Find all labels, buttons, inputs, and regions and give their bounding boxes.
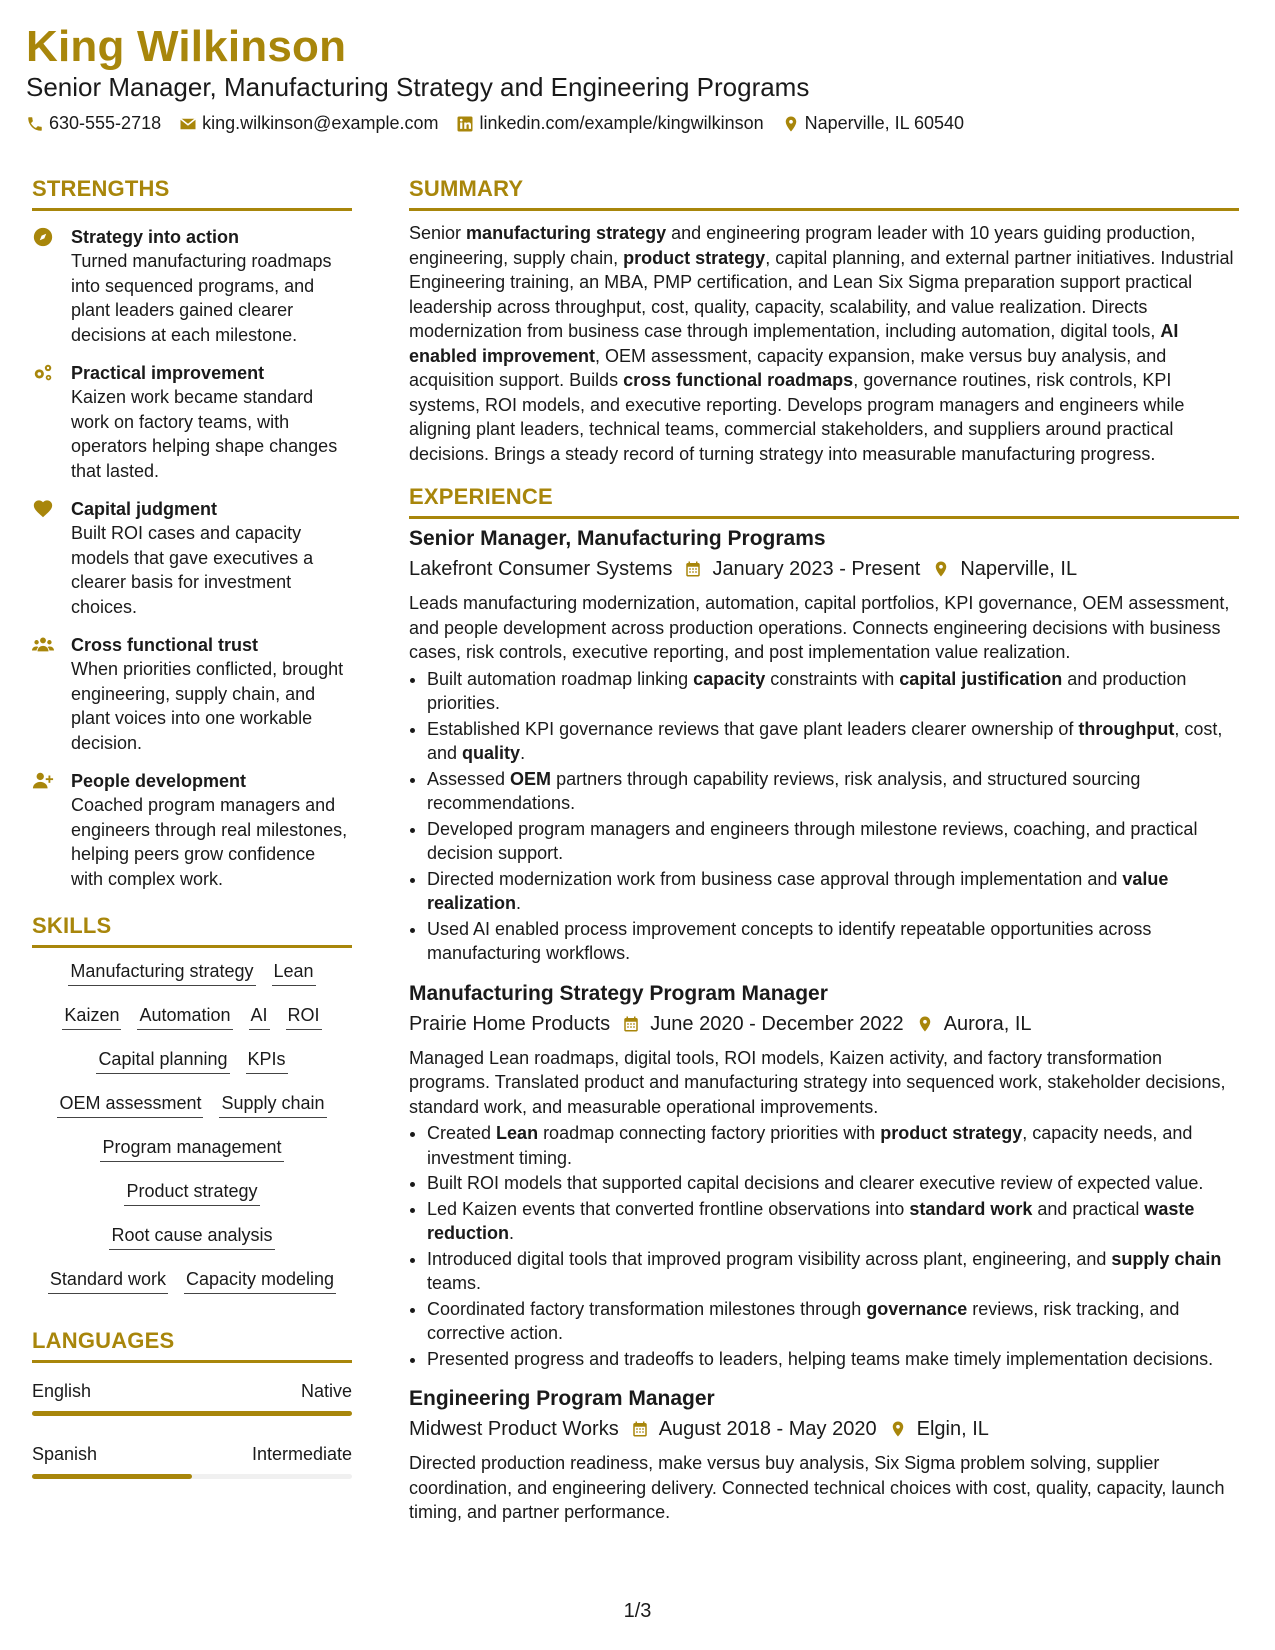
skills-row [32, 1224, 352, 1250]
job-company: Midwest Product Works [409, 1418, 619, 1440]
job-bullets [409, 667, 1239, 966]
contact-bar [26, 113, 982, 134]
strength-title: Practical improvement [71, 363, 265, 383]
job-location: Aurora, IL [943, 1012, 1032, 1035]
strengths-heading: STRENGTHS [32, 176, 352, 211]
skill-tag: OEM assessment [57, 1092, 203, 1118]
job-dates: June 2020 - December 2022 [650, 1012, 904, 1035]
skill-tag: Program management [100, 1136, 283, 1162]
skills-row [32, 1048, 352, 1074]
job-location: Naperville, IL [960, 558, 1078, 580]
skill-tag: Capital planning [96, 1048, 229, 1074]
job-bullet: • Established KPI governance reviews that gave plant leaders clearer ownership of throughput, cost, and quality. [427, 717, 1239, 766]
skill-tag: Supply chain [219, 1092, 326, 1118]
job-meta [409, 556, 1239, 582]
skills-row [32, 1092, 352, 1118]
skill-tag: Kaizen [62, 1004, 121, 1030]
strength-title: Strategy into action [71, 227, 240, 247]
job-meta [409, 1011, 1239, 1037]
left-column [32, 176, 352, 1479]
skill-tag: Automation [137, 1004, 232, 1030]
phone-icon [26, 115, 44, 133]
job-bullet: • Led Kaizen events that converted frontline observations into standard work and practical waste reduction. [427, 1197, 1239, 1246]
job-bullet: • Created Lean roadmap connecting factory priorities with product strategy, capacity needs, and investment timing. [427, 1121, 1239, 1170]
job-bullets [409, 1121, 1239, 1371]
language-item [32, 1381, 352, 1416]
skill-tag: Manufacturing strategy [68, 960, 255, 986]
job-company: Prairie Home Products [409, 1012, 611, 1035]
contact-location [782, 113, 964, 134]
envelope-icon [179, 115, 197, 133]
map-pin-icon [916, 1015, 934, 1033]
job-bullet: • Assessed OEM partners through capability reviews, risk analysis, and structured sourcing recommendations. [427, 767, 1239, 816]
language-level: Native [300, 1381, 352, 1401]
summary-text: Senior manufacturing strategy and engineering program leader with 10 years guiding production, engineering, supply chain, product strategy, capital planning, and external partner initiatives. Industrial Engineering training, an MBA, PMP certification, and Lean Six Sigma preparation support practical leadership across throughput, cost, quality, capacity, scalability, and value realization. Directs modernization from business case through implementation, including automation, digital tools, AI enabled improvement, OEM assessment, capacity expansion, make versus buy analysis, and acquisition support. Builds cross functional roadmaps, governance routines, risk controls, KPI systems, ROI models, and executive reporting. Develops program managers and engineers while aligning plant leaders, technical teams, commercial stakeholders, and suppliers around practical decisions. Brings a steady record of turning strategy into measurable manufacturing progress. [409, 223, 1234, 464]
job-bullet: • Coordinated factory transformation milestones through governance reviews, risk tracking, and corrective action. [427, 1297, 1239, 1346]
skills-list [32, 960, 352, 1294]
contact-email[interactable] [179, 113, 438, 134]
skills-row [32, 1004, 352, 1030]
job-bullet: • Built automation roadmap linking capacity constraints with capital justification and production priorities. [427, 667, 1239, 716]
job-bullet: • Used AI enabled process improvement concepts to identify repeatable opportunities across manufacturing workflows. [427, 917, 1239, 966]
location-text: Naperville, IL 60540 [804, 113, 965, 133]
job-bullet: • Directed modernization work from business case approval through implementation and value realization. [427, 867, 1239, 916]
users-icon [32, 634, 54, 656]
job-bullet: • Presented progress and tradeoffs to leaders, helping teams make timely implementation decisions. [427, 1347, 1239, 1372]
language-level: Intermediate [251, 1444, 352, 1464]
strength-title: Capital judgment [71, 499, 218, 519]
job-bullet: • Introduced digital tools that improved program visibility across plant, engineering, and supply chain teams. [427, 1247, 1239, 1296]
experience-list [409, 525, 1239, 1525]
job-dates: August 2018 - May 2020 [658, 1418, 877, 1440]
skills-row [32, 1180, 352, 1206]
skills-heading: SKILLS [32, 913, 352, 948]
candidate-name: King Wilkinson [26, 22, 347, 71]
job-description: Directed production readiness, make versus buy analysis, Six Sigma problem solving, supplier coordination, and engineering delivery. Connected technical choices with cost, quality, capacity, launch timing, and partner performance. [409, 1453, 1225, 1522]
skill-tag: Lean [272, 960, 316, 986]
job-bullet: • Built ROI models that supported capital decisions and clearer executive review of expected value. [427, 1171, 1239, 1196]
strengths-list [32, 225, 352, 891]
email-text[interactable]: king.wilkinson@example.com [202, 113, 439, 133]
job-entry [409, 525, 1239, 966]
heart-icon [32, 498, 54, 520]
job-title: Manufacturing Strategy Program Manager [409, 981, 828, 1005]
job-meta [409, 1416, 1239, 1442]
skill-tag: Standard work [48, 1268, 168, 1294]
map-pin-icon [932, 560, 950, 578]
page-number: 1/3 [623, 1600, 652, 1622]
language-level-fill [32, 1411, 352, 1416]
strength-item [32, 225, 352, 347]
map-pin-icon [889, 1420, 907, 1438]
job-entry [409, 980, 1239, 1372]
language-name: English [32, 1381, 92, 1401]
strength-title: Cross functional trust [71, 635, 259, 655]
skills-row [32, 1136, 352, 1162]
skill-tag: Product strategy [124, 1180, 259, 1206]
language-level-fill [32, 1474, 192, 1479]
job-title: Engineering Program Manager [409, 1387, 715, 1410]
linkedin-text[interactable]: linkedin.com/example/kingwilkinson [479, 113, 764, 133]
calendar-icon [684, 560, 702, 578]
strength-item [32, 633, 352, 755]
strength-title: People development [71, 771, 247, 791]
calendar-icon [622, 1015, 640, 1033]
skill-tag: KPIs [246, 1048, 288, 1074]
experience-heading: EXPERIENCE [409, 484, 1239, 519]
contact-phone [26, 113, 161, 134]
skill-tag: ROI [286, 1004, 322, 1030]
candidate-title: Senior Manager, Manufacturing Strategy and Engineering Programs [26, 72, 810, 102]
job-bullet: • Developed program managers and engineers through milestone reviews, coaching, and practical decision support. [427, 817, 1239, 866]
map-pin-icon [782, 115, 800, 133]
language-level-bar [32, 1411, 352, 1416]
language-name: Spanish [32, 1444, 98, 1464]
right-column [409, 176, 1239, 1525]
phone-text: 630-555-2718 [49, 113, 162, 133]
job-company: Lakefront Consumer Systems [409, 558, 673, 580]
language-item [32, 1444, 352, 1479]
skills-row [32, 960, 352, 986]
skill-tag: Capacity modeling [184, 1268, 336, 1294]
job-location: Elgin, IL [916, 1418, 989, 1440]
compass-icon [32, 226, 54, 248]
strength-item [32, 769, 352, 891]
job-entry [409, 1385, 1239, 1525]
user-plus-icon [32, 770, 54, 792]
summary-heading: SUMMARY [409, 176, 1239, 211]
calendar-icon [631, 1420, 649, 1438]
linkedin-icon [456, 115, 474, 133]
strength-text: When priorities conflicted, brought engineering, supply chain, and plant voices into one workable decision. [71, 659, 344, 753]
strength-text: Kaizen work became standard work on factory teams, with operators helping shape changes that lasted. [71, 387, 338, 481]
strength-item [32, 497, 352, 619]
language-level-bar [32, 1474, 352, 1479]
skills-row [32, 1268, 352, 1294]
skill-tag: AI [249, 1004, 270, 1030]
strength-text: Coached program managers and engineers through real milestones, helping peers grow confidence with complex work. [71, 795, 348, 889]
job-description: Leads manufacturing modernization, automation, capital portfolios, KPI governance, OEM assessment, and people development across production operations. Connects engineering decisions with business cases, risk controls, executive reporting, and post implementation value realization. [409, 593, 1230, 662]
job-description: Managed Lean roadmaps, digital tools, ROI models, Kaizen activity, and factory transformation programs. Translated product and manufacturing strategy into sequenced work, stakeholder decisions, standard work, and measurable operational improvements. [409, 1047, 1226, 1117]
languages-heading: LANGUAGES [32, 1328, 352, 1363]
strength-text: Built ROI cases and capacity models that gave executives a clearer basis for investment choices. [71, 523, 314, 617]
gears-icon [32, 362, 54, 384]
job-dates: January 2023 - Present [712, 558, 921, 580]
job-title: Senior Manager, Manufacturing Programs [409, 527, 826, 550]
strength-text: Turned manufacturing roadmaps into sequenced programs, and plant leaders gained clearer decisions at each milestone. [71, 251, 332, 345]
skill-tag: Root cause analysis [109, 1224, 274, 1250]
contact-linkedin[interactable] [456, 113, 763, 134]
strength-item [32, 361, 352, 483]
